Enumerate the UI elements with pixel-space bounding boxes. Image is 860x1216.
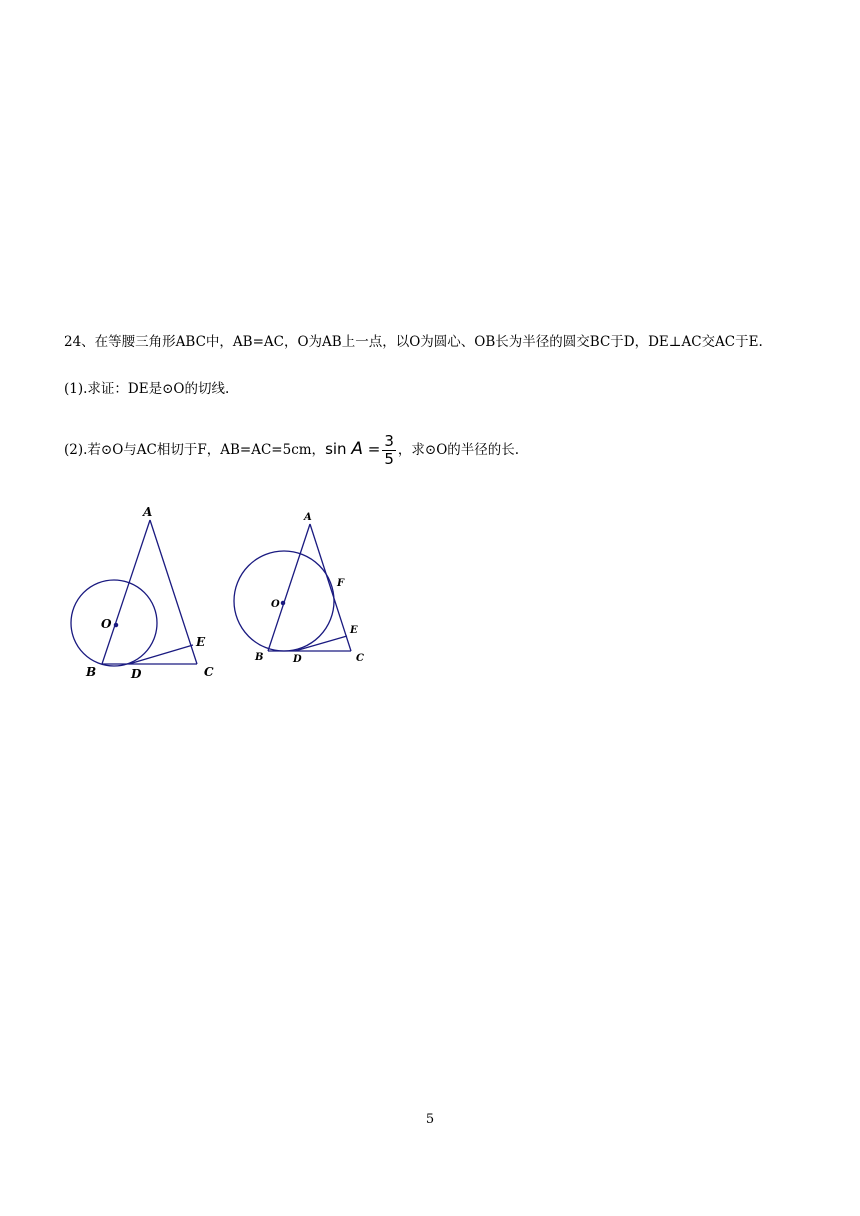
question-part-1: (1).求证：DE是⊙O的切线. <box>64 381 230 397</box>
equals-sign: = <box>367 440 381 458</box>
fig2-label-o: O <box>271 599 280 610</box>
fig1-label-a: A <box>143 505 153 519</box>
fig2-label-e: E <box>350 625 358 636</box>
fig2-segment-de <box>295 636 347 651</box>
fig2-label-b: B <box>255 652 264 663</box>
fig2-segment-ab <box>268 524 310 651</box>
fraction-denominator: 5 <box>384 450 394 468</box>
figure-2 <box>234 512 364 665</box>
fig2-label-d: D <box>293 654 302 665</box>
fig1-label-d: D <box>131 667 142 681</box>
fig2-label-a: A <box>304 512 312 523</box>
fig1-center-point <box>114 623 117 626</box>
fig2-center-point <box>281 601 284 604</box>
fig2-segment-ac <box>310 524 351 651</box>
fig1-segment-de <box>129 645 193 664</box>
sin-variable: A <box>351 439 363 459</box>
fig1-label-o: O <box>101 617 112 631</box>
fig1-label-b: B <box>86 665 97 679</box>
fig1-segment-ab <box>102 520 150 664</box>
fig2-label-f: F <box>337 578 345 589</box>
figure-1 <box>71 505 214 681</box>
fig2-label-c: C <box>356 653 364 664</box>
part2-text-after: ，求⊙O的半径的长. <box>397 442 520 458</box>
fig1-label-e: E <box>196 635 206 649</box>
part2-text-before: (2).若⊙O与AC相切于F，AB=AC=5cm， <box>64 442 326 458</box>
page-number: 5 <box>425 1112 435 1127</box>
question-title: 24、在等腰三角形ABC中，AB=AC，O为AB上一点，以O为圆心、OB长为半径的圆交BC于D，DE⊥AC交AC于E. <box>64 334 763 350</box>
sin-function: sin <box>325 440 347 458</box>
fig1-circle-o <box>71 580 157 666</box>
fig1-segment-ac <box>150 520 197 664</box>
fig1-label-c: C <box>204 665 214 679</box>
fraction-numerator: 3 <box>384 432 394 450</box>
